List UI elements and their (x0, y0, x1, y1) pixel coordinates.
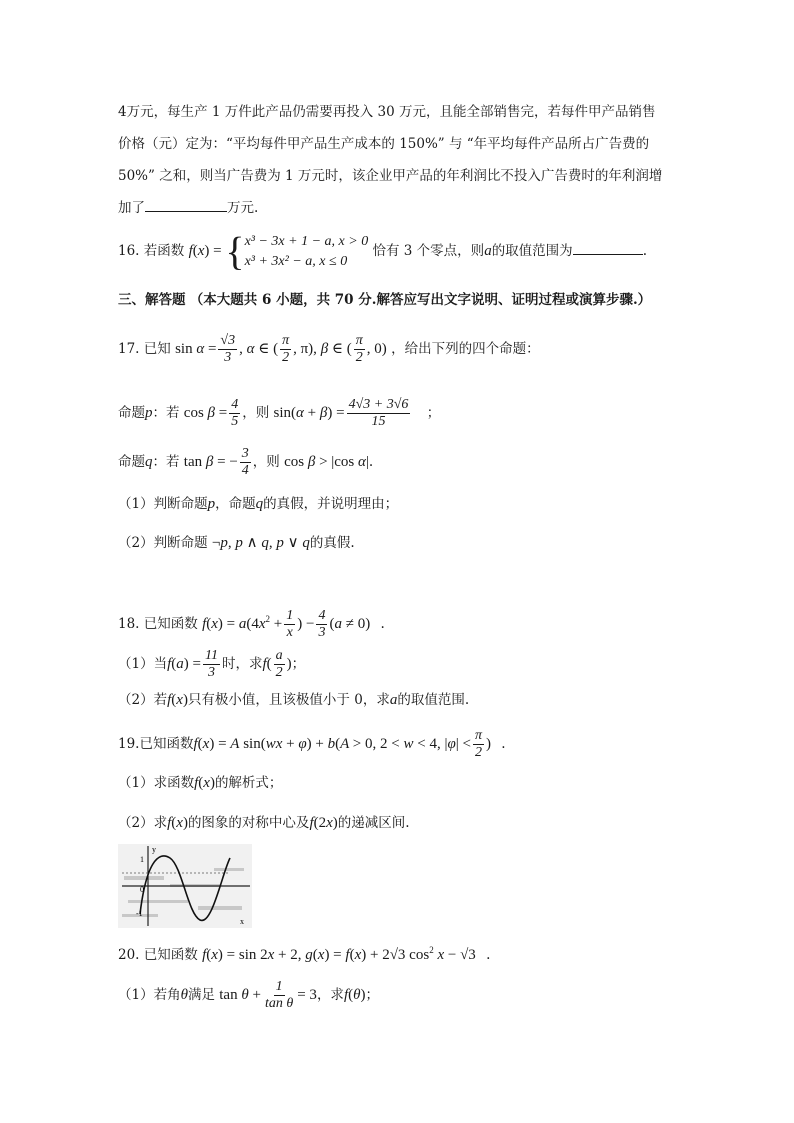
q17-part2: （2）判断命题 ¬p, p ∧ q, p ∨ q的真假. (118, 535, 355, 551)
text: （1）求函数 (118, 775, 195, 791)
p15-line1: 4万元，每生产 1 万件此产品仍需要再投入 30 万元，且能全部销售完，若每件甲产品销售 (118, 104, 656, 120)
text: （2）求 (118, 815, 168, 831)
q17-given: sin α = $\frac{√3}{3}$ , α ∈ ( $\frac{\pi}{2}$ , π), β ∈ ( $\frac{\pi}{2}$ , 0) (175, 333, 387, 366)
answer-blank[interactable] (573, 240, 643, 255)
q16-cases (245, 232, 369, 272)
q16-prefix: 16. 若函数 (118, 243, 185, 259)
text: ，命题 (215, 496, 256, 512)
q17-stem (118, 330, 540, 368)
q17-part1: （1）判断命题p，命题q的真假，并说明理由； (118, 496, 399, 512)
graph-tick-minus1: -1 (136, 909, 143, 918)
p15-line4 (118, 197, 258, 218)
p15-line3: 50%” 之和，则当广告费为 1 万元时，该企业甲产品的年利润比不投入广告费时的年利润增 (118, 168, 663, 184)
graph-origin: 0 (140, 885, 144, 894)
q20-prefix: 20. 已知函数 (118, 947, 198, 963)
q16-middle: 恰有 3 个零点，则 (372, 243, 485, 259)
graph-tick-1: 1 (140, 855, 144, 864)
q19-part1: （1）求函数f(x)的解析式； (118, 775, 283, 791)
text: 的真假. (309, 535, 355, 551)
q20-part1: （1）若角θ满足 tan θ + $\frac{1}{\text{tan θ}}$ = 3，求f(θ)； (118, 979, 379, 1012)
text: 的递减区间. (337, 815, 410, 831)
text: （1）判断命题 (118, 496, 208, 512)
text: 只有极小值，且该极值小于 0，求 (187, 692, 390, 708)
q17-prop-q: 命题q：若 tan β = − $\frac{3}{4}$ ，则 cos β > |cos α|. (118, 446, 374, 478)
q18-part1: （1）当f(a) = $\frac{11}{3}$ 时，求f( $\frac{a}{2}$ )； (118, 648, 306, 680)
q19-prefix: 19.已知函数 (118, 736, 194, 752)
text: ，求 (316, 987, 344, 1003)
q19-stem: 19.已知函数f(x) = A sin(wx + φ) + b(A > 0, 2 < w < 4, |φ| < $\frac{\pi}{2}$ ) . (118, 728, 506, 761)
q16-end: . (642, 243, 647, 259)
answer-blank[interactable] (145, 197, 227, 212)
text: （2）判断命题 (118, 535, 208, 551)
q19-part2: （2）求f(x)的图象的对称中心及f(2x)的递减区间. (118, 815, 410, 831)
q17-prop-p: 命题p：若 cos β = $\frac{4}{5}$ ，则 sin(α + β) = $\frac{4√3 + 3√6}{15}$ ； (118, 397, 441, 430)
p15-text: 万元. (227, 200, 259, 216)
text: 满足 (187, 987, 215, 1003)
p15-line2: 价格（元）定为：“平均每件甲产品生产成本的 150%” 与 “年平均每件产品所占广告费的 (118, 136, 650, 152)
text: （1）若角 (118, 987, 181, 1003)
q16-suffix: 的取值范围为 (491, 243, 573, 259)
graph-x-label: x (240, 917, 244, 926)
q19-graph-image (118, 844, 252, 928)
q17-q-cond: ：若 (152, 453, 180, 470)
text: 的取值范围. (397, 692, 470, 708)
graph-y-label: y (152, 845, 156, 854)
q16-func: f(x) = (188, 243, 226, 259)
p15-text: 加了 (118, 200, 145, 216)
text: 时，求 (221, 655, 263, 672)
q17-q-then: ，则 (252, 453, 280, 470)
section3-title: 三、解答题 (118, 292, 186, 308)
q17-p-then: ，则 (242, 405, 270, 421)
q16-case1: x³ − 3x + 1 − a, x > 0 (244, 233, 369, 249)
text: 的真假，并说明理由； (263, 496, 399, 512)
q17-p-label: 命题 (118, 405, 145, 421)
text: （1）当 (118, 655, 168, 672)
section-title (118, 290, 651, 310)
q20-stem: 20. 已知函数 f(x) = sin 2x + 2, g(x) = f(x) + 2√3 $\cos^2 x - √3$ . (118, 945, 491, 963)
text: （2）若 (118, 692, 168, 708)
q18-part2: （2）若f(x)只有极小值，且该极值小于 0，求a的取值范围. (118, 692, 470, 708)
q17-suffix: ，给出下列的四个命题： (391, 341, 540, 357)
q16-a: a (484, 243, 492, 259)
q16-case2: x³ + 3x² − a, x ≤ 0 (244, 253, 348, 269)
brace: { (225, 228, 245, 274)
q17-q-label: 命题 (118, 453, 145, 470)
q18-stem: 18. 已知函数 $f(x) = a(4x^2$ + $\frac{1}{x}$ ) − $\frac{4}{3}$ (a ≠ 0) . (118, 608, 385, 641)
q16 (118, 228, 647, 274)
q17-prefix: 17. 已知 (118, 341, 171, 357)
text: 的解析式； (214, 775, 283, 791)
text: 的图象的对称中心及 (187, 815, 310, 831)
q17-p-cond: ：若 (152, 405, 180, 421)
q18-prefix: 18. 已知函数 (118, 616, 198, 632)
section3-note: （本大题共 6 小题，共 70 分.解答应写出文字说明、证明过程或演算步骤.） (189, 292, 652, 308)
